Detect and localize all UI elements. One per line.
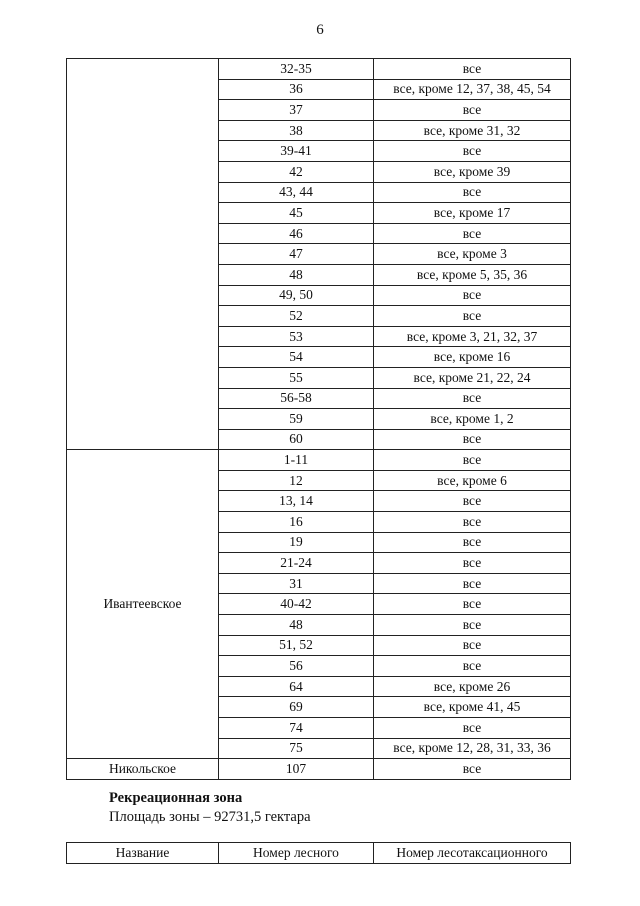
plots-cell: все: [374, 553, 571, 574]
plots-cell: все, кроме 41, 45: [374, 697, 571, 718]
forestry-name-cell: Никольское: [67, 759, 219, 780]
quarter-cell: 47: [219, 244, 374, 265]
quarter-cell: 42: [219, 161, 374, 182]
section-title: Рекреационная зона: [109, 790, 243, 806]
quarter-cell: 19: [219, 532, 374, 553]
plots-cell: все: [374, 512, 571, 533]
quarter-cell: 12: [219, 470, 374, 491]
quarter-cell: 1-11: [219, 450, 374, 471]
plots-cell: все, кроме 6: [374, 470, 571, 491]
plots-cell: все: [374, 388, 571, 409]
quarter-cell: 21-24: [219, 553, 374, 574]
header-row: [67, 843, 571, 864]
quarter-cell: 51, 52: [219, 635, 374, 656]
quarter-cell: 38: [219, 120, 374, 141]
plots-cell: все: [374, 141, 571, 162]
forest-plots-table: [66, 58, 571, 780]
quarter-cell: 60: [219, 429, 374, 450]
plots-cell: все, кроме 3: [374, 244, 571, 265]
plots-cell: все: [374, 656, 571, 677]
quarter-cell: 16: [219, 512, 374, 533]
plots-cell: все: [374, 59, 571, 80]
quarter-cell: 48: [219, 264, 374, 285]
plots-cell: все, кроме 5, 35, 36: [374, 264, 571, 285]
plots-cell: все, кроме 12, 28, 31, 33, 36: [374, 738, 571, 759]
forestry-name-cell: Ивантеевское: [67, 450, 219, 759]
quarter-cell: 37: [219, 100, 374, 121]
plots-cell: все, кроме 16: [374, 347, 571, 368]
plots-cell: все: [374, 532, 571, 553]
plots-cell: все: [374, 100, 571, 121]
quarter-cell: 56: [219, 656, 374, 677]
plots-cell: все, кроме 39: [374, 161, 571, 182]
header-forestry-number: Номер лесного: [219, 843, 374, 864]
plots-cell: все, кроме 1, 2: [374, 409, 571, 430]
quarter-cell: 74: [219, 718, 374, 739]
header-name: Название: [67, 843, 219, 864]
plots-cell: все, кроме 12, 37, 38, 45, 54: [374, 79, 571, 100]
plots-cell: все, кроме 3, 21, 32, 37: [374, 326, 571, 347]
quarter-cell: 107: [219, 759, 374, 780]
quarter-cell: 13, 14: [219, 491, 374, 512]
plots-cell: все, кроме 26: [374, 676, 571, 697]
quarter-cell: 40-42: [219, 594, 374, 615]
quarter-cell: 36: [219, 79, 374, 100]
quarter-cell: 48: [219, 615, 374, 636]
header-plot-number: Номер лесотаксационного: [374, 843, 571, 864]
quarter-cell: 64: [219, 676, 374, 697]
quarter-cell: 59: [219, 409, 374, 430]
plots-cell: все: [374, 182, 571, 203]
quarter-cell: 46: [219, 223, 374, 244]
forestry-name-cell: [67, 59, 219, 450]
quarter-cell: 55: [219, 367, 374, 388]
quarter-cell: 32-35: [219, 59, 374, 80]
plots-cell: все: [374, 285, 571, 306]
page-number: 6: [316, 22, 324, 38]
quarter-cell: 56-58: [219, 388, 374, 409]
plots-cell: все: [374, 491, 571, 512]
zone-area: Площадь зоны – 92731,5 гектара: [109, 809, 311, 825]
quarter-cell: 75: [219, 738, 374, 759]
table-row: [67, 59, 571, 80]
quarter-cell: 39-41: [219, 141, 374, 162]
quarter-cell: 53: [219, 326, 374, 347]
plots-cell: все: [374, 594, 571, 615]
table-row: [67, 759, 571, 780]
plots-cell: все, кроме 21, 22, 24: [374, 367, 571, 388]
plots-cell: все, кроме 31, 32: [374, 120, 571, 141]
quarter-cell: 45: [219, 203, 374, 224]
plots-cell: все: [374, 759, 571, 780]
plots-cell: все: [374, 429, 571, 450]
plots-cell: все: [374, 615, 571, 636]
next-table-header: [66, 842, 571, 864]
quarter-cell: 52: [219, 306, 374, 327]
plots-cell: все: [374, 223, 571, 244]
table-row: [67, 450, 571, 471]
quarter-cell: 43, 44: [219, 182, 374, 203]
plots-cell: все, кроме 17: [374, 203, 571, 224]
recreation-zone-section: [109, 789, 311, 827]
plots-cell: все: [374, 450, 571, 471]
quarter-cell: 54: [219, 347, 374, 368]
quarter-cell: 31: [219, 573, 374, 594]
plots-cell: все: [374, 635, 571, 656]
plots-cell: все: [374, 306, 571, 327]
quarter-cell: 49, 50: [219, 285, 374, 306]
plots-cell: все: [374, 573, 571, 594]
plots-cell: все: [374, 718, 571, 739]
quarter-cell: 69: [219, 697, 374, 718]
